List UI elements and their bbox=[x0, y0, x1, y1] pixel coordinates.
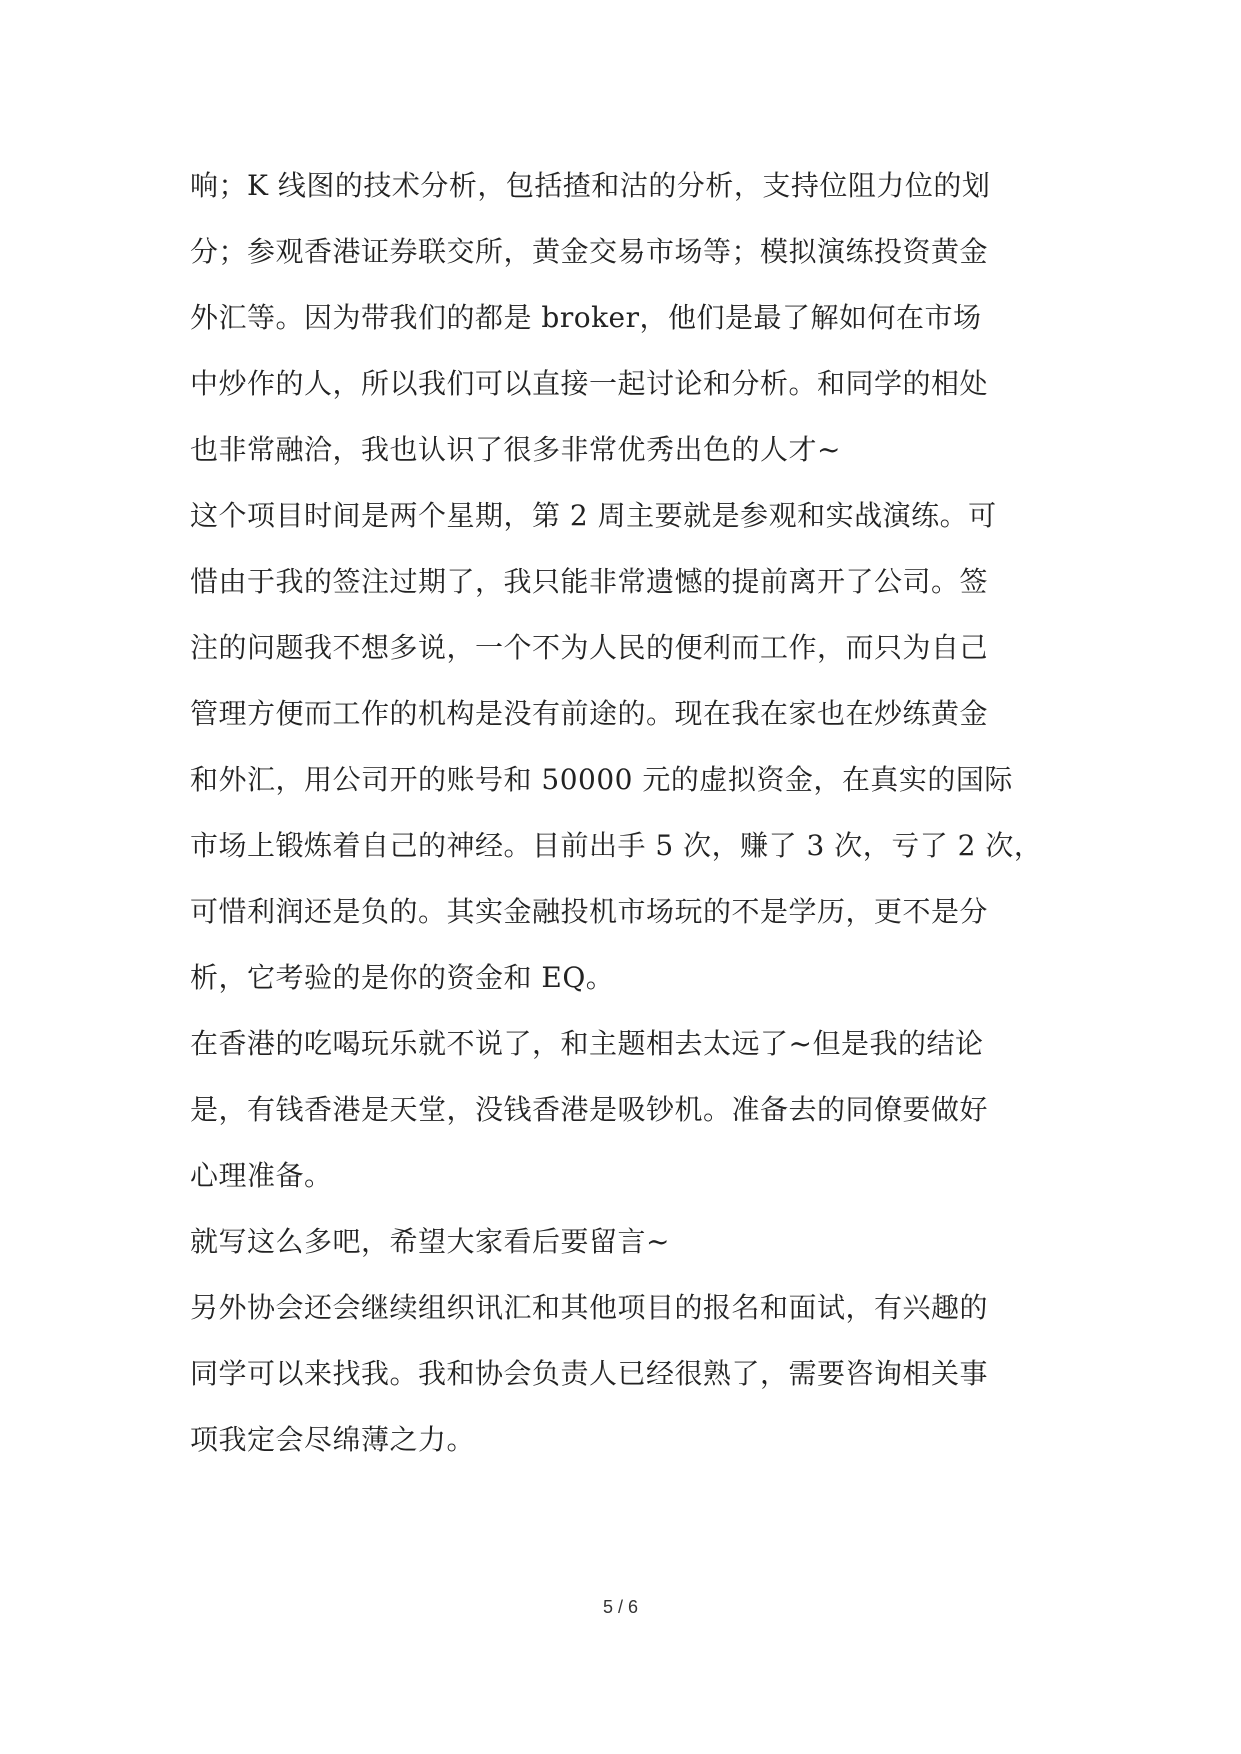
text-line: 就写这么多吧，希望大家看后要留言~ bbox=[190, 1225, 670, 1258]
text-line: 在香港的吃喝玩乐就不说了，和主题相去太远了~但是我的结论 bbox=[190, 1027, 984, 1060]
text-line: 和外汇，用公司开的账号和 50000 元的虚拟资金，在真实的国际 bbox=[190, 763, 1013, 796]
text-line: 同学可以来找我。我和协会负责人已经很熟了，需要咨询相关事 bbox=[190, 1357, 989, 1390]
text-line: 市场上锻炼着自己的神经。目前出手 5 次，赚了 3 次，亏了 2 次， bbox=[190, 829, 1043, 862]
text-line: 响；K 线图的技术分析，包括揸和沽的分析，支持位阻力位的划 bbox=[190, 169, 991, 202]
text-line: 是，有钱香港是天堂，没钱香港是吸钞机。准备去的同僚要做好 bbox=[190, 1093, 989, 1126]
text-line: 也非常融洽，我也认识了很多非常优秀出色的人才~ bbox=[190, 433, 841, 466]
text-line: 心理准备。 bbox=[190, 1159, 333, 1192]
text-line: 外汇等。因为带我们的都是 broker，他们是最了解如何在市场 bbox=[190, 301, 982, 334]
text-line: 另外协会还会继续组织讯汇和其他项目的报名和面试，有兴趣的 bbox=[190, 1291, 989, 1324]
text-line: 可惜利润还是负的。其实金融投机市场玩的不是学历，更不是分 bbox=[190, 895, 989, 928]
text-line: 这个项目时间是两个星期，第 2 周主要就是参观和实战演练。可 bbox=[190, 499, 997, 532]
body-text bbox=[190, 162, 1070, 1482]
text-line: 项我定会尽绵薄之力。 bbox=[190, 1423, 476, 1456]
text-line: 管理方便而工作的机构是没有前途的。现在我在家也在炒练黄金 bbox=[190, 697, 989, 730]
text-line: 惜由于我的签注过期了，我只能非常遗憾的提前离开了公司。签 bbox=[190, 565, 989, 598]
text-line: 中炒作的人，所以我们可以直接一起讨论和分析。和同学的相处 bbox=[190, 367, 989, 400]
text-line: 析，它考验的是你的资金和 EQ。 bbox=[190, 961, 615, 994]
text-line: 分；参观香港证券联交所，黄金交易市场等；模拟演练投资黄金 bbox=[190, 235, 989, 268]
page-number: 5 / 6 bbox=[602, 1597, 639, 1617]
text-line: 注的问题我不想多说，一个不为人民的便利而工作，而只为自己 bbox=[190, 631, 989, 664]
